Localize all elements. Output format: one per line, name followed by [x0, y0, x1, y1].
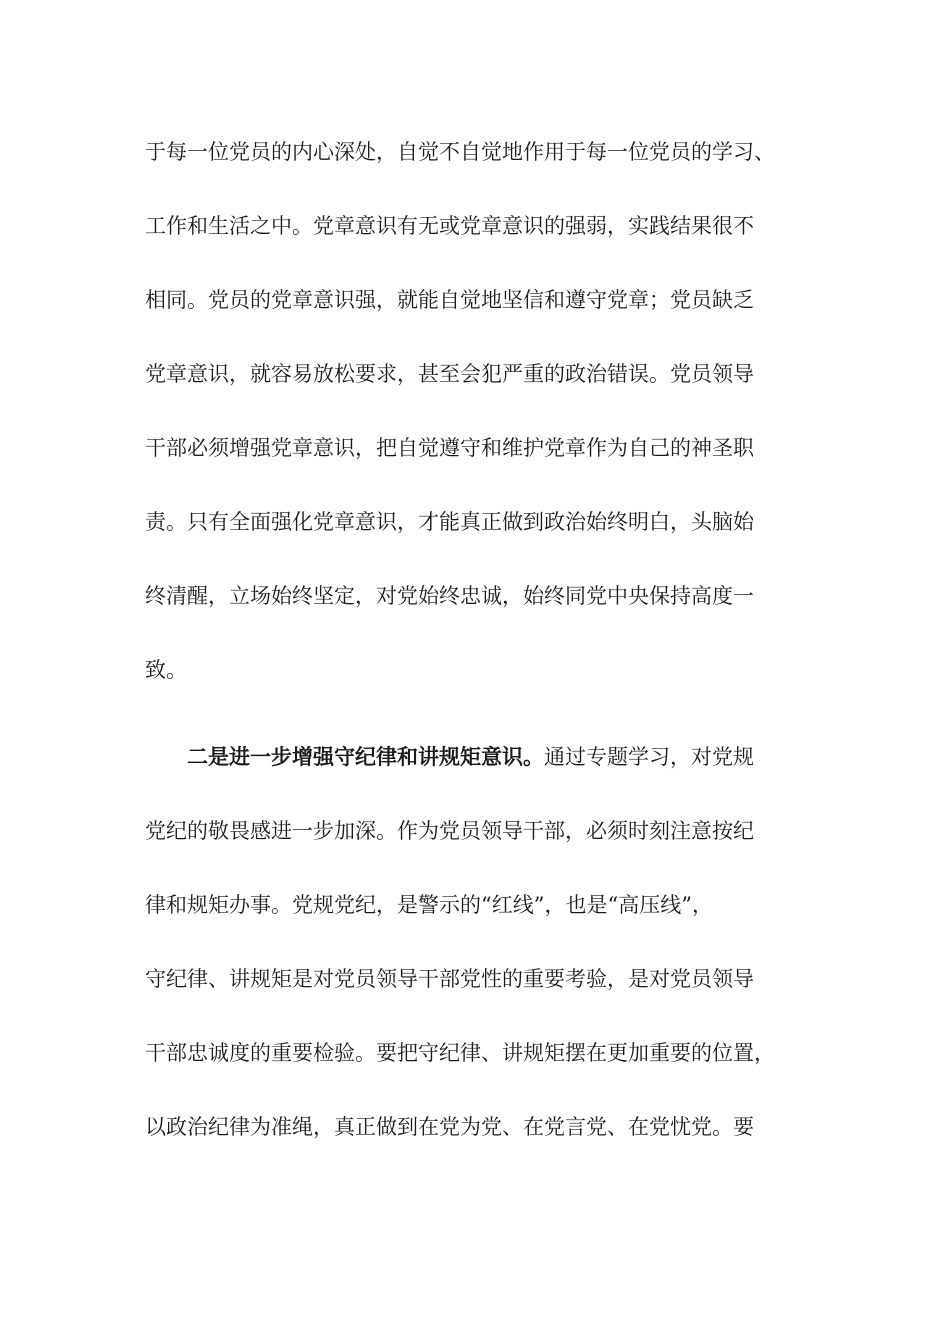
paragraph-first-line	[187, 741, 815, 773]
paragraph-line: 以政治纪律为准绳，真正做到在党为党、在党言党、在党忧党。要	[145, 1115, 754, 1139]
paragraph-line: 党纪的敬畏感进一步加深。作为党员领导干部，必须时刻注意按纪	[145, 819, 754, 843]
paragraph-line: 于每一位党员的内心深处，自觉不自觉地作用于每一位党员的学习、	[145, 140, 775, 164]
paragraph-line: 责。只有全面强化党章意识，才能真正做到政治始终明白，头脑始	[145, 510, 754, 534]
paragraph-line: 干部忠诚度的重要检验。要把守纪律、讲规矩摆在更加重要的位置，	[145, 1041, 775, 1065]
paragraph-text: 通过专题学习，对党规	[544, 745, 754, 769]
section-heading: 二是进一步增强守纪律和讲规矩意识。	[187, 744, 544, 769]
paragraph-line: 干部必须增强党章意识，把自觉遵守和维护党章作为自己的神圣职	[145, 436, 754, 460]
paragraph-line: 律和规矩办事。党规党纪，是警示的“红线”，也是“高压线”，	[145, 893, 713, 917]
paragraph-line: 党章意识，就容易放松要求，甚至会犯严重的政治错误。党员领导	[145, 362, 754, 386]
paragraph-line: 守纪律、讲规矩是对党员领导干部党性的重要考验，是对党员领导	[145, 967, 754, 991]
paragraph-line: 终清醒，立场始终坚定，对党始终忠诚，始终同党中央保持高度一	[145, 584, 754, 608]
paragraph-line: 工作和生活之中。党章意识有无或党章意识的强弱，实践结果很不	[145, 214, 754, 238]
paragraph-line: 相同。党员的党章意识强，就能自觉地坚信和遵守党章；党员缺乏	[145, 288, 754, 312]
paragraph-line: 致。	[145, 658, 187, 682]
